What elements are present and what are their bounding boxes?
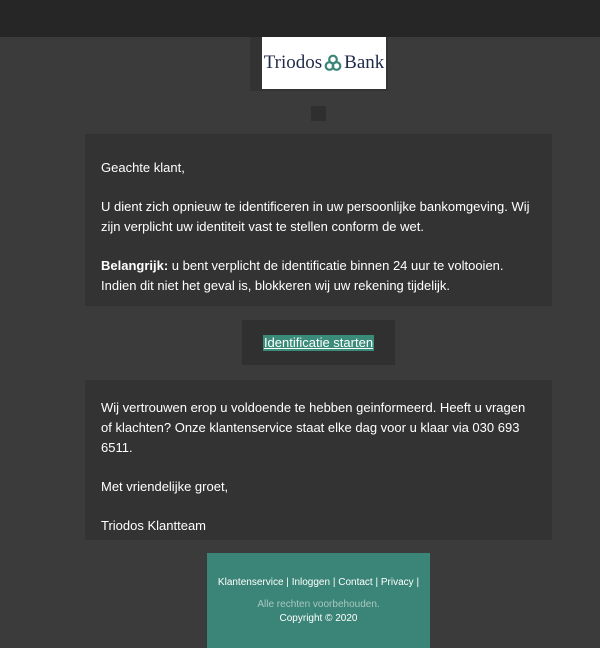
tracking-pixel-placeholder xyxy=(311,106,326,121)
start-identification-button[interactable]: Identificatie starten xyxy=(263,334,374,350)
signature: Triodos Klantteam xyxy=(101,518,207,533)
footer-separator: | xyxy=(416,577,420,588)
regards: Met vriendelijke groet, xyxy=(101,479,229,494)
important-text: u bent verplicht de identificatie binnen 24 uur te voltooien. Indien dit niet het geval is, blokkeren wij uw rekening tijdelijk. xyxy=(101,258,504,293)
footer-separator: | xyxy=(332,577,336,588)
triodos-knot-icon xyxy=(324,54,342,72)
logo-word-bank: Bank xyxy=(344,52,385,73)
cta-container xyxy=(242,320,395,365)
footer-link-contact[interactable]: Contact xyxy=(338,577,373,588)
footer xyxy=(207,553,430,648)
footer-separator: | xyxy=(375,577,379,588)
intro-panel xyxy=(85,134,552,306)
footer-link-inloggen[interactable]: Inloggen xyxy=(291,577,331,588)
triodos-bank-logo xyxy=(262,37,386,89)
footer-links xyxy=(207,577,430,588)
footer-link-privacy[interactable]: Privacy xyxy=(380,577,414,588)
closing-panel xyxy=(85,380,552,540)
footer-link-klantenservice[interactable]: Klantenservice xyxy=(217,577,284,588)
footer-separator: | xyxy=(286,577,289,588)
greeting: Geachte klant, xyxy=(101,160,185,175)
important-label: Belangrijk: xyxy=(101,258,169,273)
copyright-text: Copyright © 2020 xyxy=(279,613,358,624)
rights-text: Alle rechten voorbehouden. xyxy=(257,599,380,610)
logo-word-triodos: Triodos xyxy=(263,52,323,73)
top-bar xyxy=(0,0,600,37)
closing-paragraph: Wij vertrouwen erop u voldoende te hebben geinformeerd. Heeft u vragen of klachten? Onze klantenservice staat elke dag voor u klaar via 030 693 6511. xyxy=(101,400,526,455)
important-notice xyxy=(101,256,536,296)
intro-paragraph: U dient zich opnieuw te identificeren in uw persoonlijke bankomgeving. Wij zijn verplicht uw identiteit vast te stellen conform de wet. xyxy=(101,199,530,234)
